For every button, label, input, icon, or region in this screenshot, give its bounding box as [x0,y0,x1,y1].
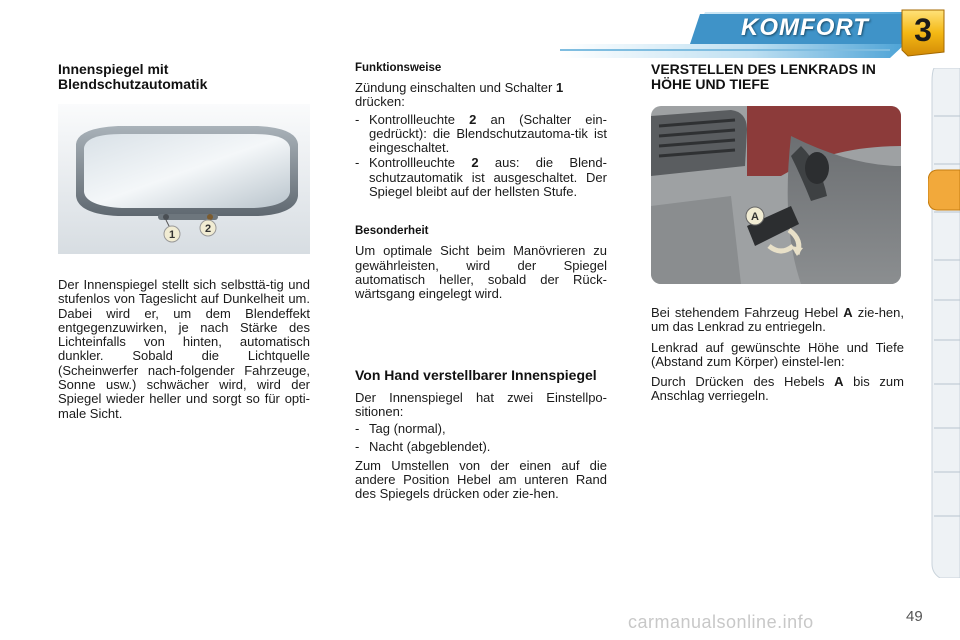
manual-mirror-instructions: Zum Umstellen von der einen auf die andere Position Hebel am unteren Rand des Spiegels drücken oder zie-hen. [355,457,607,502]
list-item: - Kontrollleuchte 2 aus: die Blend-schutzautomatik ist ausgeschaltet. Der Spiegel bleibt auf der hellsten Stufe. [355,155,607,200]
callout-a-label: A [751,211,759,223]
active-chapter-tab [928,170,960,210]
lock-instruction: Durch Drücken des Hebels A bis zum Anschlag verriegeln. [651,374,904,404]
column-rearview-mirror [58,62,310,427]
mirror-description: Der Innenspiegel stellt sich selbsttä-tig und stufenlos von Tageslicht auf Dunkelheit um. Dabei wird er, um dem Blendeffekt entgegenzuwirken, je nach Stärke des Lichteinfalls von hinten, automatisch dunkler. Sobald die Lichtquelle (Scheinwerfer nach-folgender Fahrzeuge, Sonne usw.) schwächer wird, wird der Spiegel wieder heller und sorgt so für opti-male Sicht. [58,277,310,421]
besonderheit-text: Um optimale Sicht beim Manövrieren zu gewährleisten, wird der Spiegel automatisch heller, sobald der Rück-wärtsgang eingelegt wird. [355,243,607,302]
watermark: carmanualsonline.info [628,612,814,632]
chapter-thumb-tabs [928,68,960,578]
besonderheit-title: Besonderheit [355,225,429,238]
column-function [355,62,607,508]
manual-mirror-title: Von Hand verstellbarer Innenspiegel [355,366,597,383]
function-title: Funktionsweise [355,62,442,74]
chapter-number: 3 [914,12,932,48]
lever-release-instruction: Bei stehendem Fahrzeug Hebel A zie-hen, um das Lenkrad zu entriegeln. [651,305,904,335]
steering-lever-photo [651,106,901,284]
callout-2-label: 2 [204,223,212,235]
section-title-steering: VERSTELLEN DES LENKRADS IN HÖHE UND TIEFE [651,61,876,92]
callout-1-label: 1 [168,229,176,241]
function-intro: Zündung einschalten und Schalter 1 drücken: [355,80,564,110]
manual-mirror-positions [355,422,607,455]
header-banner [0,0,960,62]
column-steering-wheel [651,62,904,410]
list-item: - Tag (normal), [355,421,446,437]
list-item: - Kontrollleuchte 2 an (Schalter ein-gedrückt): die Blendschutzautoma-tik ist eingeschaltet. [355,111,607,156]
section-title-mirror: Innenspiegel mit Blendschutzautomatik [58,61,208,92]
list-item: - Nacht (abgeblendet). [355,439,491,455]
adjust-instruction: Lenkrad auf gewünschte Höhe und Tiefe (Abstand zum Körper) einstel-len: [651,339,904,369]
function-list [355,113,607,200]
chapter-title: KOMFORT [741,14,869,41]
page-number: 49 [906,608,923,625]
key-1: 1 [555,80,564,95]
mirror-illustration [58,104,310,254]
manual-mirror-intro: Der Innenspiegel hat zwei Einstellpo-sitionen: [355,389,607,419]
